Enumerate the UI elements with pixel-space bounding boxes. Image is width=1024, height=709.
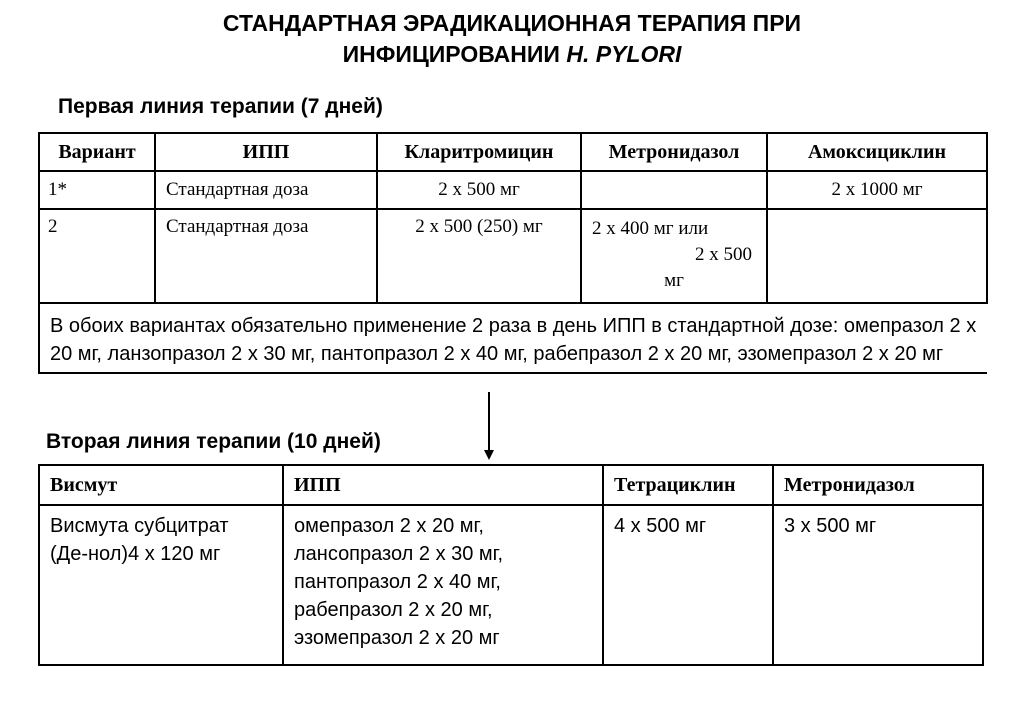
cell-ppi: Стандартная доза bbox=[155, 171, 377, 209]
ppi-item: лансопразол 2 х 30 мг, bbox=[294, 543, 504, 565]
ppi-item: эзомепразол 2 х 20 мг bbox=[294, 627, 500, 649]
title-line-2 bbox=[0, 39, 1024, 70]
title-pathogen: H. PYLORI bbox=[566, 41, 682, 67]
header-ppi: ИПП bbox=[283, 465, 603, 505]
table-row bbox=[39, 505, 983, 665]
header-clarithromycin: Кларитромицин bbox=[377, 133, 581, 171]
cell-metronidazole bbox=[581, 171, 767, 209]
page-title bbox=[0, 8, 1024, 70]
header-bismuth: Висмут bbox=[39, 465, 283, 505]
cell-variant: 2 bbox=[39, 209, 155, 303]
title-line-1: СТАНДАРТНАЯ ЭРАДИКАЦИОННАЯ ТЕРАПИЯ ПРИ bbox=[222, 10, 802, 36]
second-line-table bbox=[38, 464, 984, 666]
ppi-item: пантопразол 2 х 40 мг, bbox=[294, 571, 501, 593]
table-row bbox=[39, 171, 987, 209]
cell-tetracycline: 4 х 500 мг bbox=[603, 505, 773, 665]
cell-bismuth bbox=[39, 505, 283, 665]
cell-amoxicillin bbox=[767, 209, 987, 303]
first-line-label: Первая линия терапии (7 дней) bbox=[58, 95, 383, 118]
cell-variant: 1* bbox=[39, 171, 155, 209]
cell-ppi: Стандартная доза bbox=[155, 209, 377, 303]
first-line-note: В обоих вариантах обязательно применение 2 раза в день ИПП в стандартной дозе: омепразол 2 х 20 мг, ланзопразол 2 х 30 мг, пантопразол 2 х 40 мг, рабепразол 2 х 20 мг, эзомепразол 2 х 20 мг bbox=[39, 303, 987, 373]
bismuth-line-1: Висмута субцитрат bbox=[50, 515, 229, 537]
first-line-header-row bbox=[39, 133, 987, 171]
header-variant: Вариант bbox=[39, 133, 155, 171]
header-ppi: ИПП bbox=[155, 133, 377, 171]
header-tetracycline: Тетрациклин bbox=[603, 465, 773, 505]
note-row bbox=[39, 303, 987, 373]
second-line-label: Вторая линия терапии (10 дней) bbox=[46, 430, 381, 453]
header-metronidazole: Метронидазол bbox=[581, 133, 767, 171]
header-metronidazole: Метронидазол bbox=[773, 465, 983, 505]
cell-clarithromycin: 2 х 500 мг bbox=[377, 171, 581, 209]
cell-metronidazole: 3 х 500 мг bbox=[773, 505, 983, 665]
cell-clarithromycin: 2 х 500 (250) мг bbox=[377, 209, 581, 303]
ppi-item: омепразол 2 х 20 мг, bbox=[294, 515, 484, 537]
metro-line-3: мг bbox=[664, 270, 684, 291]
arrow-down-icon bbox=[482, 392, 496, 462]
bismuth-line-2: (Де-нол)4 х 120 мг bbox=[50, 543, 221, 565]
metro-line-1: 2 х 400 мг или bbox=[592, 218, 709, 239]
cell-ppi bbox=[283, 505, 603, 665]
second-line-header-row bbox=[39, 465, 983, 505]
metro-line-2: 2 х 500 bbox=[695, 244, 752, 265]
table-row bbox=[39, 209, 987, 303]
cell-amoxicillin: 2 х 1000 мг bbox=[767, 171, 987, 209]
header-amoxicillin: Амоксициклин bbox=[767, 133, 987, 171]
ppi-item: рабепразол 2 х 20 мг, bbox=[294, 599, 493, 621]
cell-metronidazole bbox=[581, 209, 767, 303]
first-line-table bbox=[38, 132, 988, 374]
title-line-2-prefix: ИНФИЦИРОВАНИИ bbox=[342, 41, 567, 67]
